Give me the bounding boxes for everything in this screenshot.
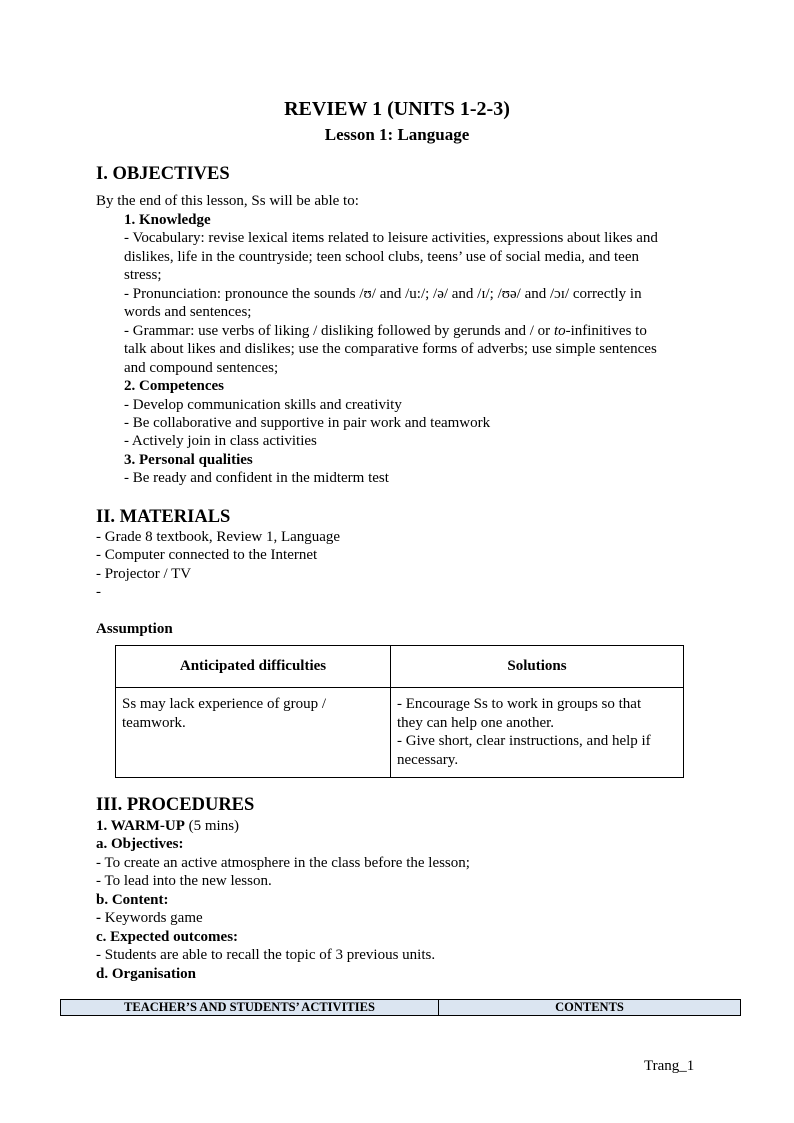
qualities-heading: 3. Personal qualities: [124, 451, 253, 468]
material-item: - Computer connected to the Internet: [96, 547, 318, 563]
solution-line-1: - Encourage Ss to work in groups so that: [397, 696, 642, 712]
pronunciation-line-2: words and sentences;: [124, 304, 252, 320]
warmup-objective-2: - To lead into the new lesson.: [96, 873, 272, 889]
grammar-line-1: [124, 322, 647, 341]
table-header-row: [61, 1000, 741, 1016]
material-item: -: [96, 584, 101, 600]
pronunciation-line-1: - Pronunciation: pronounce the sounds /ʊ/ and /u:/; /ə/ and /ɪ/; /ʊə/ and /ɔɪ/ correctly in: [124, 285, 642, 302]
warmup-content-item: [96, 909, 203, 928]
solution-line-4: necessary.: [397, 751, 459, 768]
vocabulary-line-2: dislikes, life in the countryside; teen school clubs, teens’ use of social media, and teen: [124, 248, 639, 265]
content-dash: -: [96, 910, 105, 926]
assumption-heading: Assumption: [96, 621, 173, 637]
grammar-text-italic: to: [553, 322, 566, 339]
solution-line-3: - Give short, clear instructions, and help if: [397, 733, 651, 749]
assumption-table: [115, 645, 684, 778]
grammar-line-3: and compound sentences;: [124, 359, 279, 376]
contents-column-header: CONTENTS: [439, 1000, 741, 1016]
difficulties-column-header: Anticipated difficulties: [116, 646, 391, 688]
difficulty-cell: [116, 688, 391, 778]
warmup-content-heading: b. Content:: [96, 891, 169, 908]
warmup-organisation-heading: d. Organisation: [96, 965, 197, 982]
solutions-column-header: Solutions: [391, 646, 684, 688]
procedures-heading: III. PROCEDURES: [96, 795, 255, 815]
warmup-line: [96, 817, 239, 836]
lesson-subtitle: Lesson 1: Language: [324, 125, 470, 144]
solution-line-2: they can help one another.: [397, 714, 555, 731]
quality-item-1: - Be ready and confident in the midterm test: [124, 470, 389, 486]
competences-heading: 2. Competences: [124, 378, 224, 394]
grammar-line-2: talk about likes and dislikes; use the comparative forms of adverbs; use simple sentences: [124, 341, 657, 357]
vocabulary-line-1: - Vocabulary: revise lexical items related to leisure activities, expressions about likes and: [124, 230, 658, 246]
knowledge-heading: 1. Knowledge: [124, 212, 211, 228]
warmup-outcomes-heading: c. Expected outcomes:: [96, 928, 239, 945]
grammar-text-c: -infinitives to: [565, 322, 647, 339]
warmup-label: 1. WARM-UP: [96, 817, 185, 834]
grammar-text-a: - Grammar: use verbs of liking / disliking followed by gerunds and / or: [124, 322, 554, 339]
difficulty-line-1: Ss may lack experience of group /: [122, 696, 327, 712]
competence-item-2: - Be collaborative and supportive in pair work and teamwork: [124, 415, 491, 431]
page-number: Trang_1: [644, 1058, 695, 1074]
material-item: - Projector / TV: [96, 565, 192, 582]
difficulty-line-2: teamwork.: [122, 714, 186, 731]
competence-item-1: - Develop communication skills and creativity: [124, 396, 402, 413]
activities-table: [60, 999, 741, 1016]
objectives-heading: I. OBJECTIVES: [96, 164, 230, 184]
warmup-outcome-1: - Students are able to recall the topic of 3 previous units.: [96, 947, 436, 963]
vocabulary-line-3: stress;: [124, 267, 162, 283]
competence-item-3: - Actively join in class activities: [124, 433, 317, 449]
warmup-time: (5 mins): [184, 817, 240, 834]
table-row: [116, 688, 684, 778]
solution-cell: [391, 688, 684, 778]
material-item: - Grade 8 textbook, Review 1, Language: [96, 528, 341, 545]
warmup-objectives-heading: a. Objectives:: [96, 836, 184, 852]
lesson-title: REVIEW 1 (UNITS 1-2-3): [284, 98, 510, 120]
content-text: Keywords game: [104, 910, 203, 926]
objectives-intro: By the end of this lesson, Ss will be able to:: [96, 193, 359, 209]
activities-column-header: TEACHER’S AND STUDENTS’ ACTIVITIES: [61, 1000, 439, 1016]
warmup-objective-1: - To create an active atmosphere in the class before the lesson;: [96, 854, 470, 871]
materials-heading: II. MATERIALS: [96, 507, 231, 527]
table-header-row: [116, 646, 684, 688]
